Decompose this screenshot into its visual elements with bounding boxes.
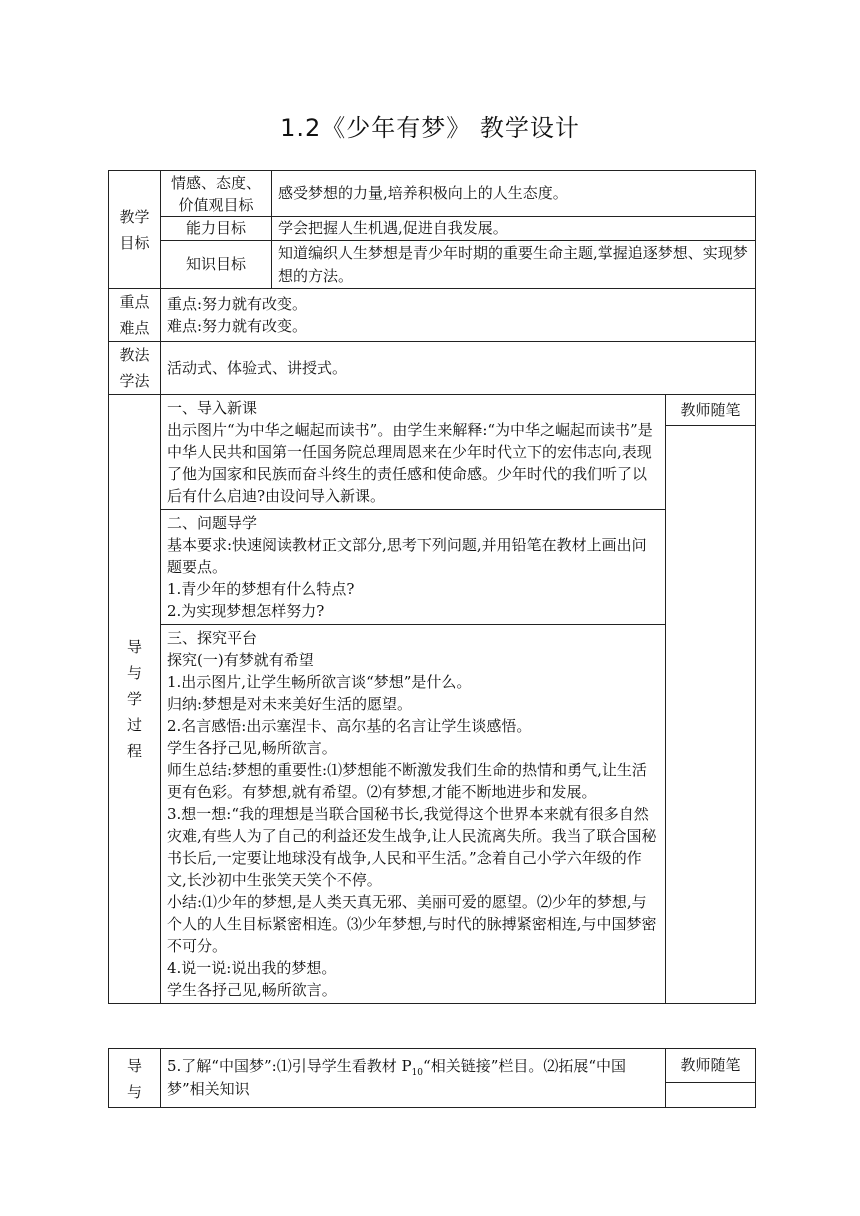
goal-label-knowledge: 知识目标 bbox=[161, 241, 272, 289]
section-china-dream: 5.了解“中国梦”:⑴引导学生看教材 $P_{10}“$相关链接”栏目。⑵拓展“中国梦”相关知识 bbox=[161, 1049, 666, 1108]
goal-content-emotion: 感受梦想的力量,培养积极向上的人生态度。 bbox=[272, 171, 756, 217]
section-lead-in: 一、导入新课 出示图片“为中华之崛起而读书”。由学生来解释:“为中华之崛起而读书”是中华人民共和国第一任国务院总理周恩来在少年时代立下的宏伟志向,表现了他为国家和民族而奋斗终生的责任感和使命感。少年时代的我们听了以后有什么启迪?由设问导入新课。 bbox=[161, 395, 666, 510]
goal-content-knowledge: 知道编织人生梦想是青少年时期的重要生命主题,掌握追逐梦想、实现梦想的方法。 bbox=[272, 241, 756, 289]
process-header-continued: 导 与 bbox=[109, 1049, 161, 1108]
methods-header: 教法 学法 bbox=[109, 342, 161, 395]
teacher-notes-area bbox=[666, 426, 756, 1004]
goal-label-ability: 能力目标 bbox=[161, 217, 272, 241]
section-inquiry-platform: 三、探究平台 探究(一)有梦就有希望 1.出示图片,让学生畅所欲言谈“梦想”是什么。 归纳:梦想是对未来美好生活的愿望。 2.名言感悟:出示塞涅卡、高尔基的名言让学生谈感悟。 学生各抒己见,畅所欲言。 师生总结:梦想的重要性:⑴梦想能不断激发我们生命的热情和勇气,让生活更有色彩。有梦想,就有希望。⑵有梦想,才能不断地进步和发展。 3.想一想:“我的理想是当联合国秘书长,我觉得这个世界本来就有很多自然灾难,有些人为了自己的利益还发生战争,让人民流离失所。我当了联合国秘书长后,一定要让地球没有战争,人民和平生活。”念着自己小学六年级的作文,长沙初中生张笑天笑个不停。 小结:⑴少年的梦想,是人类天真无邪、美丽可爱的愿望。⑵少年的梦想,与个人的人生目标紧密相连。⑶少年梦想,与时代的脉搏紧密相连,与中国梦密不可分。 4.说一说:说出我的梦想。 学生各抒己见,畅所欲言。 bbox=[161, 625, 666, 1004]
teacher-notes-label-continued: 教师随笔 bbox=[666, 1049, 756, 1083]
process-header: 导 与 学 过 程 bbox=[109, 395, 161, 1004]
section-question-guide: 二、问题导学 基本要求:快速阅读教材正文部分,思考下列问题,并用铅笔在教材上画出问题要点。 1.青少年的梦想有什么特点? 2.为实现梦想怎样努力? bbox=[161, 510, 666, 625]
page-title: 1.2《少年有梦》 教学设计 bbox=[280, 114, 580, 142]
lesson-plan-table-continued bbox=[108, 1048, 756, 1108]
goal-label-emotion: 情感、态度、 价值观目标 bbox=[161, 171, 272, 217]
lesson-plan-table bbox=[108, 170, 756, 1004]
goal-content-ability: 学会把握人生机遇,促进自我发展。 bbox=[272, 217, 756, 241]
teacher-notes-area-continued bbox=[666, 1082, 756, 1107]
goals-header: 教学 目标 bbox=[109, 171, 161, 289]
teacher-notes-label: 教师随笔 bbox=[666, 395, 756, 426]
key-points-content: 重点:努力就有改变。 难点:努力就有改变。 bbox=[161, 289, 756, 342]
methods-content: 活动式、体验式、讲授式。 bbox=[161, 342, 756, 395]
key-points-header: 重点 难点 bbox=[109, 289, 161, 342]
